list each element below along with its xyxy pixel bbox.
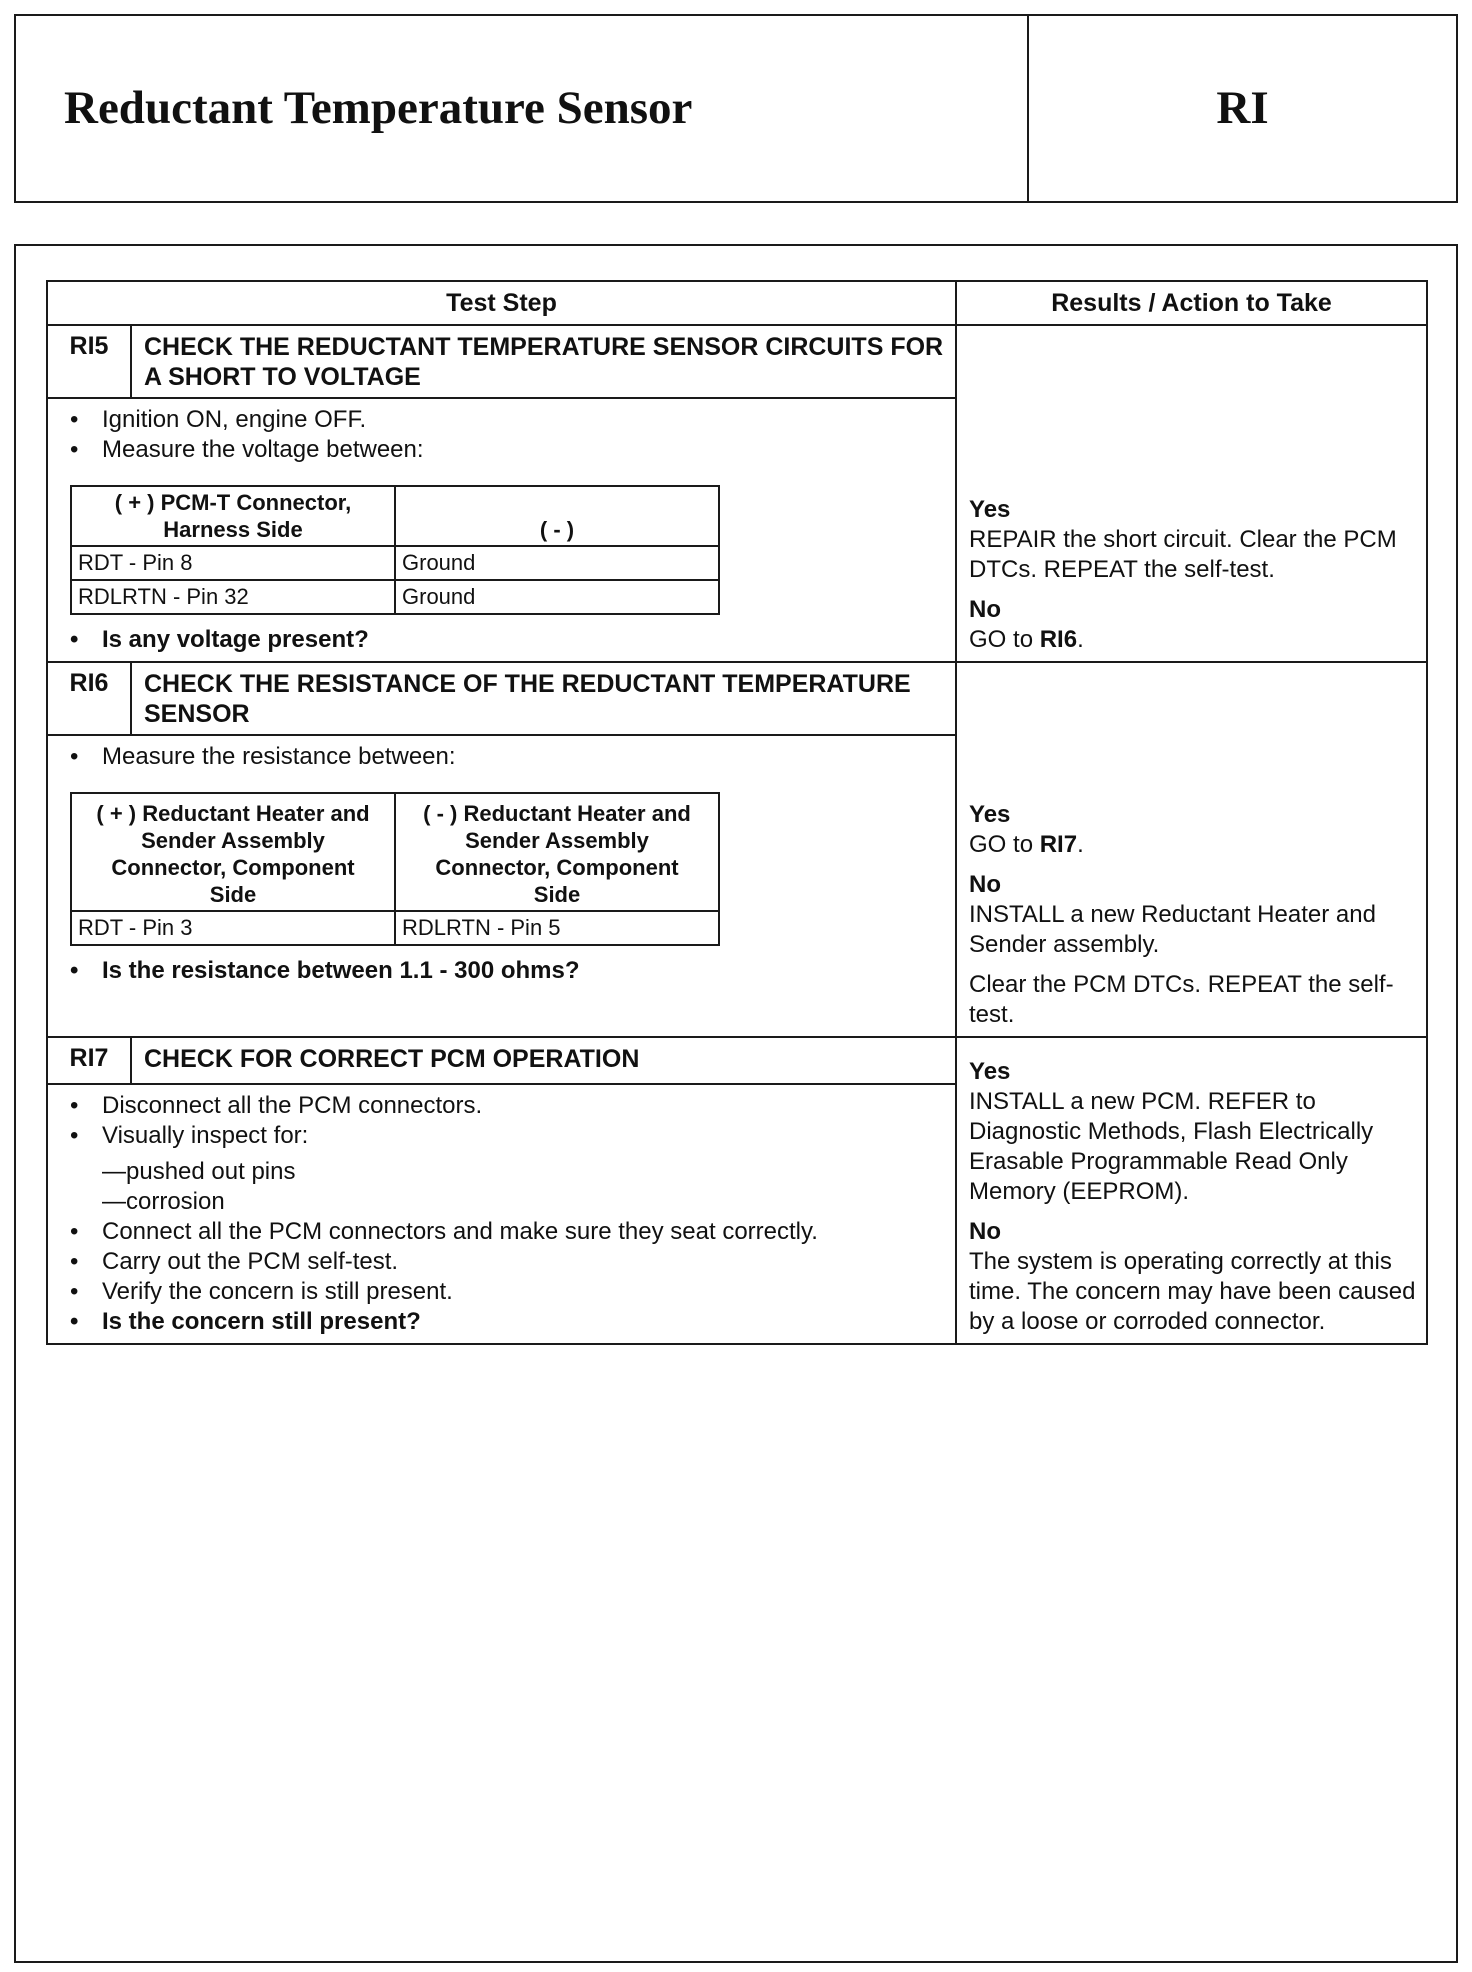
no-action: The system is operating correctly at this time. The concern may have been caused by a loose or corroded connector. xyxy=(969,1248,1416,1335)
step-question: • Is any voltage present? xyxy=(60,625,943,655)
no-label: No xyxy=(969,871,1002,898)
no-action: INSTALL a new Reductant Heater and Sender assembly. xyxy=(969,901,1376,958)
measure-cell: Ground xyxy=(395,546,719,580)
step-bullet: • Carry out the PCM self-test. xyxy=(60,1247,853,1277)
step-title: CHECK FOR CORRECT PCM OPERATION xyxy=(131,1037,956,1084)
step-id: RI6 xyxy=(47,662,131,735)
step-results xyxy=(956,325,1427,662)
no-label: No xyxy=(969,1218,1002,1245)
inspection-list xyxy=(60,1157,943,1217)
step-title-row xyxy=(47,325,1427,398)
step-bullet: • Verify the concern is still present. xyxy=(60,1277,853,1307)
step-bullet: • Visually inspect for: xyxy=(60,1121,943,1151)
step-results xyxy=(956,1037,1427,1344)
step-bullet: • Connect all the PCM connectors and make sure they seat correctly. xyxy=(60,1217,853,1247)
step-id: RI5 xyxy=(47,325,131,398)
table-header-row xyxy=(47,281,1427,325)
measure-cell: RDT - Pin 8 xyxy=(71,546,395,580)
yes-label: Yes xyxy=(969,1058,1011,1085)
no-action: GO to RI6. xyxy=(969,626,1084,653)
diagnostic-table xyxy=(46,280,1428,1345)
measurement-table xyxy=(70,485,720,615)
page-title: Reductant Temperature Sensor xyxy=(64,82,693,134)
measure-cell: RDLRTN - Pin 5 xyxy=(395,911,719,945)
col-header-results: Results / Action to Take xyxy=(956,281,1427,325)
step-reference: RI7 xyxy=(1039,831,1078,858)
step-body xyxy=(47,735,956,1037)
step-title: CHECK THE REDUCTANT TEMPERATURE SENSOR CIRCUITS FOR A SHORT TO VOLTAGE xyxy=(131,325,956,398)
measure-cell: Ground xyxy=(395,580,719,614)
inspection-item: — pushed out pins xyxy=(102,1157,943,1187)
yes-label: Yes xyxy=(969,801,1011,828)
step-question: • Is the resistance between 1.1 - 300 ohms? xyxy=(60,956,943,986)
yes-label: Yes xyxy=(969,496,1011,523)
section-code: RI xyxy=(1216,82,1269,134)
step-question: • Is the concern still present? xyxy=(60,1307,853,1337)
page-header xyxy=(14,14,1458,203)
measure-cell: RDLRTN - Pin 32 xyxy=(71,580,395,614)
measure-cell: RDT - Pin 3 xyxy=(71,911,395,945)
yes-action: GO to RI7. xyxy=(969,831,1084,858)
step-title-row xyxy=(47,662,1427,735)
step-id: RI7 xyxy=(47,1037,131,1084)
inspection-item: — corrosion xyxy=(102,1187,943,1217)
yes-action: INSTALL a new PCM. REFER to Diagnostic Methods, Flash Electrically Erasable Programmable Read Only Memory (EEPROM). xyxy=(969,1088,1374,1205)
step-body xyxy=(47,398,956,662)
measurement-table xyxy=(70,792,720,946)
measure-head-negative: ( - ) xyxy=(395,486,719,546)
measure-head-positive: ( + ) PCM-T Connector, Harness Side xyxy=(71,486,395,546)
yes-action: REPAIR the short circuit. Clear the PCM DTCs. REPEAT the self-test. xyxy=(969,526,1397,583)
step-title-row xyxy=(47,1037,1427,1084)
step-results xyxy=(956,662,1427,1037)
step-bullet: • Measure the resistance between: xyxy=(60,742,943,772)
step-bullet: • Disconnect all the PCM connectors. xyxy=(60,1091,943,1121)
step-bullet: • Measure the voltage between: xyxy=(60,435,943,465)
col-header-test-step: Test Step xyxy=(47,281,956,325)
measure-head-negative: ( - ) Reductant Heater and Sender Assembly Connector, Component Side xyxy=(395,793,719,911)
step-body xyxy=(47,1084,956,1344)
no-action-followup: Clear the PCM DTCs. REPEAT the self-test. xyxy=(969,971,1394,1028)
step-bullet: • Ignition ON, engine OFF. xyxy=(60,405,943,435)
no-label: No xyxy=(969,596,1002,623)
step-reference: RI6 xyxy=(1039,626,1078,653)
step-title: CHECK THE RESISTANCE OF THE REDUCTANT TEMPERATURE SENSOR xyxy=(131,662,956,735)
measure-head-positive: ( + ) Reductant Heater and Sender Assembly Connector, Component Side xyxy=(71,793,395,911)
